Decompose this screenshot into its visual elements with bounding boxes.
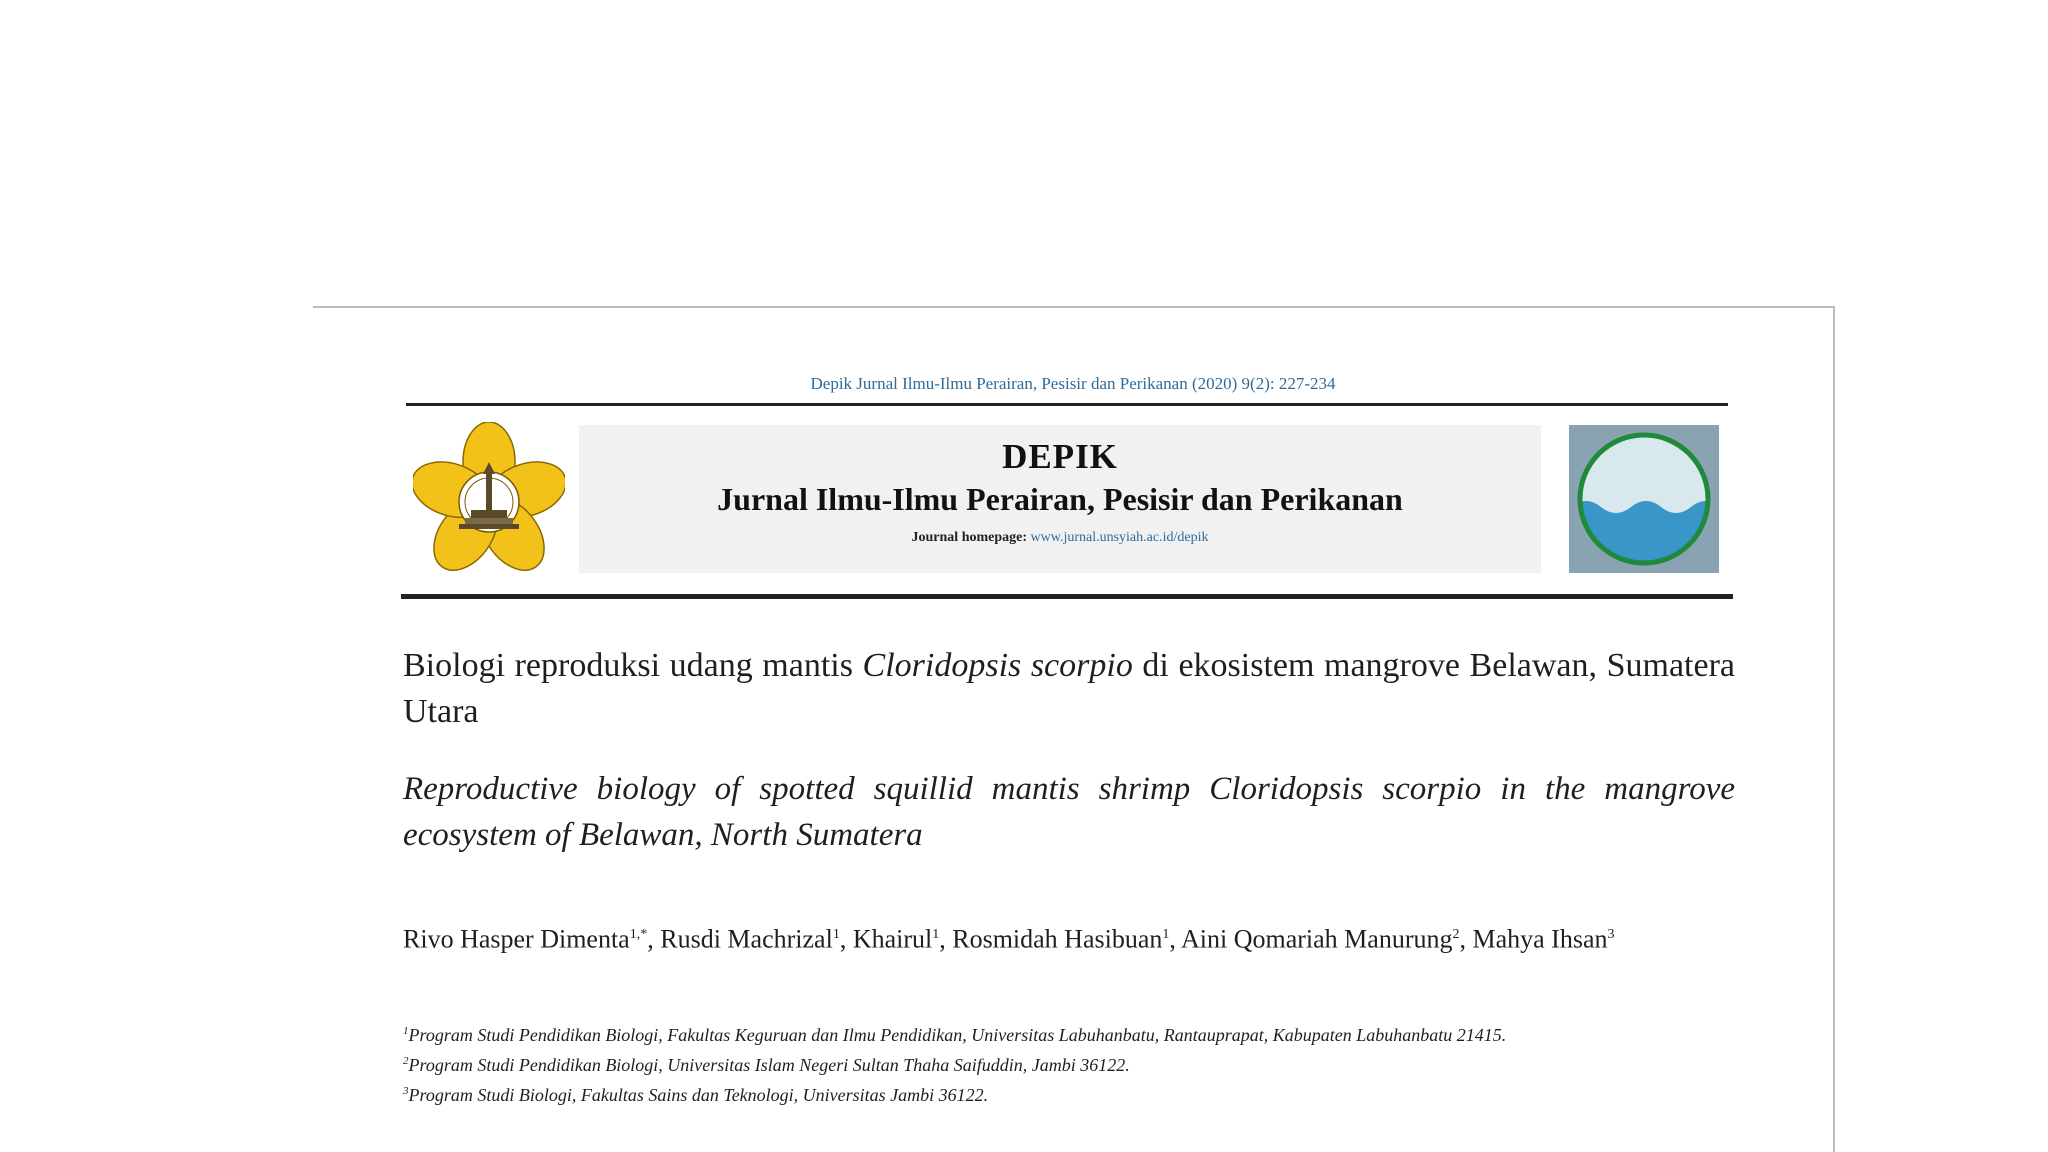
author-name: Aini Qomariah Manurung — [1180, 924, 1453, 954]
affiliation-item — [403, 1048, 1735, 1078]
title-id-part1: Biologi reproduksi udang mantis — [403, 647, 863, 684]
homepage-label: Journal homepage: — [911, 530, 1028, 545]
journal-subtitle: Jurnal Ilmu-Ilmu Perairan, Pesisir dan Perikanan — [717, 481, 1403, 517]
paper-page — [313, 306, 1835, 1152]
homepage-link[interactable]: www.jurnal.unsyiah.ac.id/depik — [1030, 530, 1209, 545]
author-name: Khairul — [852, 924, 933, 954]
author-affiliation-mark: 1 — [832, 927, 840, 942]
author-separator: , — [1459, 924, 1473, 954]
title-id-part2: di ekosistem mangrove Belawan, Sumatera Utara — [403, 647, 1735, 730]
running-head: Depik Jurnal Ilmu-Ilmu Perairan, Pesisir dan Perikanan (2020) 9(2): 227-234 — [810, 374, 1336, 393]
article-title-english: Reproductive biology of spotted squillid mantis shrimp Cloridopsis scorpio in the mangrove ecosystem of Belawan, North Sumatera — [403, 771, 1735, 853]
wave-circle-logo-icon — [1569, 425, 1719, 573]
university-seal-icon — [413, 422, 565, 574]
author-list — [403, 917, 1735, 958]
author-name: Rosmidah Hasibuan — [952, 924, 1163, 954]
affiliation-item — [403, 1018, 1735, 1048]
affiliation-text: Program Studi Pendidikan Biologi, Universitas Islam Negeri Sultan Thaha Saifuddin, Jambi 36122. — [408, 1055, 1130, 1075]
author-affiliation-mark: 1 — [932, 927, 940, 942]
journal-title: DEPIK — [1002, 437, 1118, 476]
header-rule — [406, 403, 1728, 406]
author-name: Mahya Ihsan — [1472, 924, 1608, 954]
journal-homepage — [579, 530, 1541, 546]
author-affiliation-mark: 1 — [1162, 927, 1170, 942]
affiliation-mark: 1 — [403, 1025, 409, 1037]
affiliation-mark: 3 — [403, 1085, 409, 1097]
journal-masthead — [579, 425, 1541, 573]
author-separator: , — [939, 924, 953, 954]
affiliation-text: Program Studi Biologi, Fakultas Sains dan Teknologi, Universitas Jambi 36122. — [408, 1085, 989, 1105]
affiliation-mark: 2 — [403, 1055, 409, 1067]
article-title-indonesian — [403, 643, 1735, 735]
affiliation-item — [403, 1078, 1735, 1108]
author-name: Rusdi Machrizal — [660, 924, 833, 954]
author-separator: , — [1169, 924, 1181, 954]
author-affiliation-mark: 3 — [1607, 927, 1615, 942]
affiliation-list — [403, 1018, 1735, 1108]
author-affiliation-mark: 2 — [1452, 927, 1460, 942]
author-name: Rivo Hasper Dimenta — [403, 924, 630, 954]
author-separator: , — [839, 924, 853, 954]
author-separator: , — [647, 924, 661, 954]
affiliation-text: Program Studi Pendidikan Biologi, Fakultas Keguruan dan Ilmu Pendidikan, Universitas Labuhanbatu, Rantauprapat, Kabupaten Labuhanbatu 21415. — [408, 1025, 1507, 1045]
author-affiliation-mark: 1,* — [629, 927, 648, 942]
masthead-rule — [401, 594, 1733, 599]
title-id-species: Cloridopsis scorpio — [862, 647, 1133, 684]
